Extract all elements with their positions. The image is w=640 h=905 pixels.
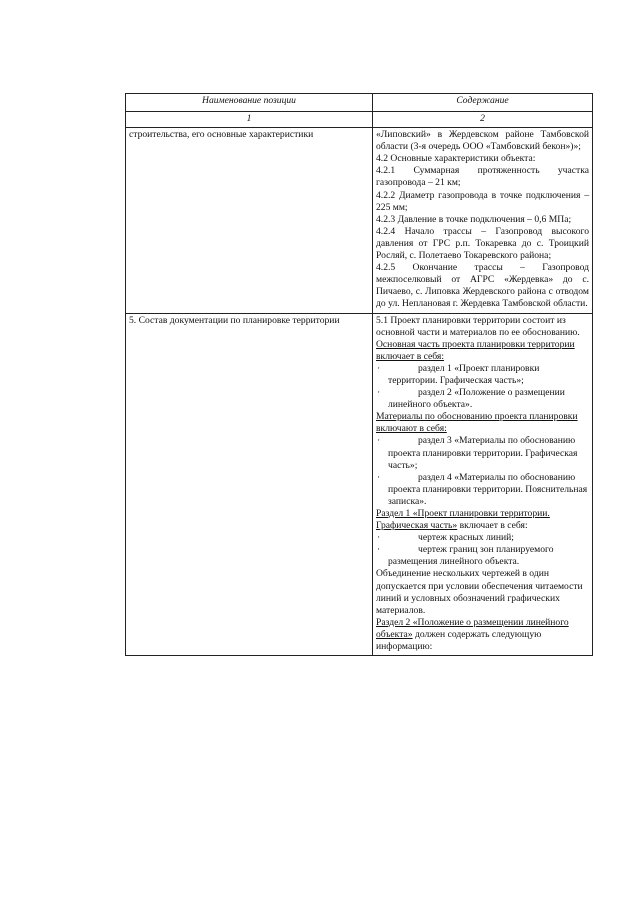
bullet-icon: · <box>377 362 381 374</box>
section-heading-tail: включает в себя: <box>457 520 528 532</box>
section-heading: Основная часть проекта планировки территории включает в себя: <box>376 338 575 362</box>
column-number-1: 1 <box>126 112 373 128</box>
content-paragraph: Объединение нескольких чертежей в один допускается при условии обеспечения читаемости линий и условных обозначений графических материалов. <box>376 568 583 616</box>
table-header-row <box>126 94 593 112</box>
content-paragraph: 4.2.3 Давление в точке подключения – 0,6 МПа; <box>376 213 572 225</box>
bullet-icon: · <box>377 544 381 556</box>
content-paragraph: 4.2.1 Суммарная протяженность участка газопровода – 21 км; <box>376 165 589 189</box>
list-item <box>376 387 589 411</box>
list-item-text: раздел 3 «Материалы по обоснованию проекта планировки территории. Графическая часть»; <box>388 435 578 471</box>
bullet-icon: · <box>377 532 381 544</box>
row-content-cell <box>373 313 593 656</box>
content-paragraph: «Липовский» в Жердевском районе Тамбовской области (3-я очередь ООО «Тамбовский бекон»)»; <box>376 129 589 153</box>
content-paragraph: 5.1 Проект планировки территории состоит из основной части и материалов по ее обоснованию. <box>376 314 580 338</box>
bullet-icon: · <box>377 387 381 399</box>
content-paragraph: 4.2.4 Начало трассы – Газопровод высокого давления от ГРС р.п. Токаревка до с. Троицкий Росляй, с. Полетаево Токаревского района; <box>376 225 589 262</box>
row-content-cell <box>373 128 593 313</box>
content-paragraph: 4.2.5 Окончание трассы – Газопровод межпоселковый от АГРС «Жердевка» до с. Пичаево, с. Липовка Жердевского района с отводом до ул. Неплановая г. Жердевка Тамбовской области. <box>376 262 589 310</box>
bullet-icon: · <box>377 471 381 483</box>
content-paragraph: 4.2 Основные характеристики объекта: <box>376 153 536 165</box>
section-paragraph <box>376 617 589 653</box>
column-number-2: 2 <box>373 112 593 128</box>
list-item-text: раздел 1 «Проект планировки территории. Графическая часть»; <box>388 362 540 386</box>
column-header-content: Содержание <box>373 94 593 112</box>
list-item-text: чертеж красных линий; <box>418 532 514 544</box>
list-item-text: раздел 2 «Положение о размещении линейного объекта». <box>388 387 565 411</box>
row-position-cell <box>126 128 373 313</box>
table-row <box>126 313 593 656</box>
specification-table <box>125 93 593 656</box>
list-item <box>376 532 589 544</box>
list-item <box>376 435 589 471</box>
bullet-icon: · <box>377 435 381 447</box>
content-paragraph: 4.2.2 Диаметр газопровода в точке подключения – 225 мм; <box>376 189 589 213</box>
list-item <box>376 472 589 508</box>
position-text: строительства, его основные характеристики <box>129 129 314 141</box>
row-position-cell <box>126 313 373 656</box>
section-heading: Раздел 1 «Проект планировки территории. Графическая часть» <box>376 508 550 532</box>
section-heading: Раздел 2 «Положение о размещении линейного объекта» <box>376 616 569 640</box>
list-item <box>376 363 589 387</box>
section-paragraph <box>376 508 589 532</box>
table-row <box>126 128 593 313</box>
position-text: 5. Состав документации по планировке территории <box>129 314 340 326</box>
list-item-text: чертеж границ зон планируемого размещения линейного объекта. <box>388 544 554 568</box>
section-heading-tail: должен содержать следующую информацию: <box>376 628 542 653</box>
column-number-row <box>126 112 593 128</box>
list-item <box>376 544 589 568</box>
column-header-position: Наименование позиции <box>126 94 373 112</box>
list-item-text: раздел 4 «Материалы по обоснованию проекта планировки территории. Пояснительная записка». <box>388 471 588 507</box>
section-heading: Материалы по обоснованию проекта планировки включают в себя: <box>376 411 578 435</box>
